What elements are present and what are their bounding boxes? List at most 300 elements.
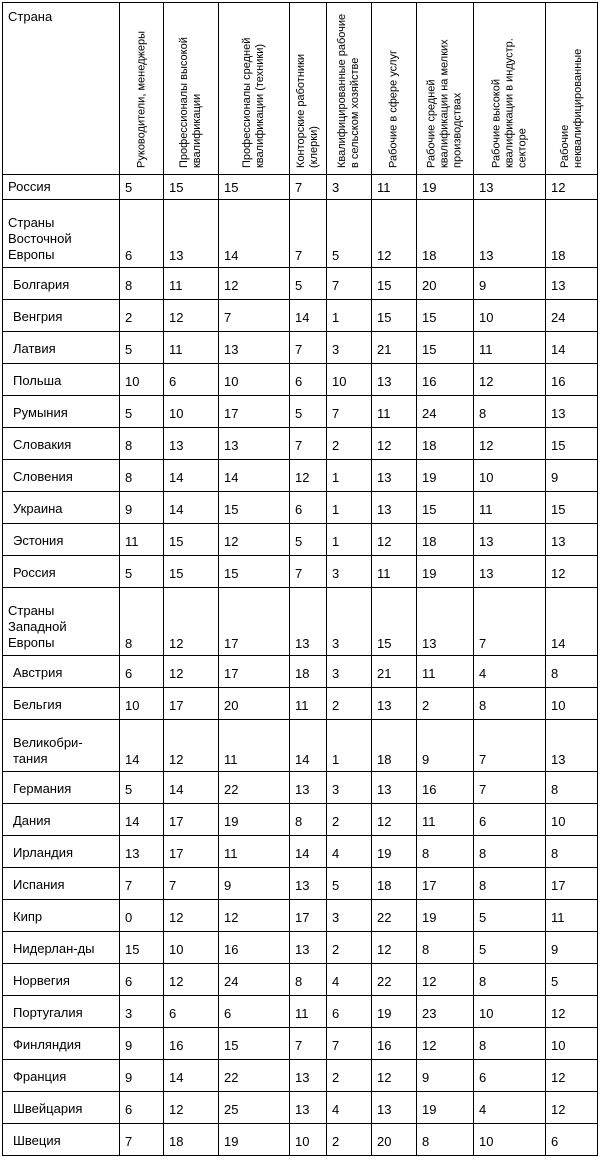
value-cell: 12 [164, 588, 219, 656]
value-cell: 11 [219, 836, 290, 868]
value-cell: 6 [290, 492, 327, 524]
table-row [3, 396, 598, 428]
value-cell: 13 [474, 556, 546, 588]
value-cell: 9 [546, 460, 598, 492]
value-cell: 1 [327, 492, 372, 524]
value-cell: 9 [219, 868, 290, 900]
value-cell: 10 [474, 460, 546, 492]
value-cell: 7 [327, 396, 372, 428]
table-row [3, 175, 598, 200]
country-cell: Польша [3, 364, 120, 396]
value-cell: 19 [219, 804, 290, 836]
country-cell: Франция [3, 1060, 120, 1092]
value-cell: 12 [164, 720, 219, 772]
value-cell: 3 [327, 332, 372, 364]
value-cell: 15 [546, 492, 598, 524]
value-cell: 6 [474, 1060, 546, 1092]
value-cell: 7 [474, 720, 546, 772]
value-cell: 11 [474, 332, 546, 364]
value-cell: 5 [290, 268, 327, 300]
value-cell: 12 [290, 460, 327, 492]
table-row [3, 1028, 598, 1060]
country-cell: Кипр [3, 900, 120, 932]
value-cell: 15 [120, 932, 164, 964]
value-cell: 15 [546, 428, 598, 460]
value-cell: 22 [219, 772, 290, 804]
value-cell: 17 [546, 868, 598, 900]
value-cell: 8 [417, 1124, 474, 1156]
value-cell: 1 [327, 720, 372, 772]
value-cell: 24 [546, 300, 598, 332]
value-cell: 5 [120, 332, 164, 364]
value-cell: 12 [164, 900, 219, 932]
table-row [3, 720, 598, 772]
value-cell: 13 [164, 200, 219, 268]
value-cell: 13 [474, 175, 546, 200]
value-cell: 5 [120, 175, 164, 200]
value-cell: 8 [417, 836, 474, 868]
table-row [3, 492, 598, 524]
value-cell: 15 [417, 300, 474, 332]
value-cell: 22 [219, 1060, 290, 1092]
country-cell: Венгрия [3, 300, 120, 332]
country-cell: Страны Восточной Европы [3, 200, 120, 268]
value-cell: 10 [120, 364, 164, 396]
value-cell: 14 [290, 300, 327, 332]
value-cell: 7 [120, 1124, 164, 1156]
country-cell: Россия [3, 556, 120, 588]
table-row [3, 1092, 598, 1124]
value-cell: 19 [372, 996, 417, 1028]
value-cell: 7 [290, 332, 327, 364]
table-row [3, 524, 598, 556]
value-cell: 12 [372, 804, 417, 836]
value-cell: 11 [290, 688, 327, 720]
column-header: Профессионалы средней квалификации (техники) [219, 3, 290, 175]
value-cell: 12 [372, 524, 417, 556]
value-cell: 3 [327, 556, 372, 588]
value-cell: 15 [417, 332, 474, 364]
value-cell: 17 [219, 588, 290, 656]
country-header: Страна [3, 3, 120, 175]
country-cell: Латвия [3, 332, 120, 364]
value-cell: 5 [546, 964, 598, 996]
value-cell: 9 [546, 932, 598, 964]
country-cell: Испания [3, 868, 120, 900]
header-row [3, 3, 598, 175]
value-cell: 10 [546, 688, 598, 720]
value-cell: 13 [164, 428, 219, 460]
table-row [3, 900, 598, 932]
table-row [3, 656, 598, 688]
country-cell: Румыния [3, 396, 120, 428]
value-cell: 4 [327, 964, 372, 996]
column-header: Профессионалы высокой квалификации [164, 3, 219, 175]
value-cell: 8 [474, 688, 546, 720]
value-cell: 2 [327, 1060, 372, 1092]
value-cell: 10 [474, 996, 546, 1028]
value-cell: 19 [417, 1092, 474, 1124]
value-cell: 5 [474, 900, 546, 932]
value-cell: 9 [417, 720, 474, 772]
value-cell: 12 [164, 1092, 219, 1124]
value-cell: 7 [290, 556, 327, 588]
value-cell: 0 [120, 900, 164, 932]
value-cell: 16 [417, 364, 474, 396]
country-cell: Дания [3, 804, 120, 836]
value-cell: 7 [290, 175, 327, 200]
value-cell: 17 [164, 688, 219, 720]
value-cell: 7 [327, 268, 372, 300]
column-header: Рабочие неквалифицированные [546, 3, 598, 175]
value-cell: 1 [327, 524, 372, 556]
value-cell: 2 [327, 688, 372, 720]
table-row [3, 688, 598, 720]
value-cell: 18 [417, 524, 474, 556]
table-row [3, 300, 598, 332]
value-cell: 10 [164, 396, 219, 428]
value-cell: 10 [546, 1028, 598, 1060]
value-cell: 12 [372, 1060, 417, 1092]
country-cell: Финляндия [3, 1028, 120, 1060]
value-cell: 6 [327, 996, 372, 1028]
value-cell: 14 [120, 804, 164, 836]
value-cell: 13 [417, 588, 474, 656]
column-header: Руководители, менеджеры [120, 3, 164, 175]
country-cell: Словакия [3, 428, 120, 460]
table-row [3, 332, 598, 364]
value-cell: 11 [372, 396, 417, 428]
value-cell: 7 [474, 588, 546, 656]
value-cell: 13 [290, 868, 327, 900]
value-cell: 13 [546, 396, 598, 428]
table-row [3, 772, 598, 804]
value-cell: 22 [372, 900, 417, 932]
value-cell: 13 [290, 1092, 327, 1124]
value-cell: 8 [474, 836, 546, 868]
value-cell: 10 [120, 688, 164, 720]
value-cell: 4 [474, 656, 546, 688]
value-cell: 3 [327, 175, 372, 200]
value-cell: 8 [120, 268, 164, 300]
value-cell: 12 [164, 964, 219, 996]
value-cell: 18 [417, 200, 474, 268]
country-cell: Швейцария [3, 1092, 120, 1124]
country-cell: Нидерлан-ды [3, 932, 120, 964]
value-cell: 18 [546, 200, 598, 268]
value-cell: 5 [474, 932, 546, 964]
country-cell: Австрия [3, 656, 120, 688]
value-cell: 8 [474, 868, 546, 900]
value-cell: 12 [546, 996, 598, 1028]
value-cell: 2 [120, 300, 164, 332]
value-cell: 10 [164, 932, 219, 964]
value-cell: 14 [120, 720, 164, 772]
country-cell: Эстония [3, 524, 120, 556]
value-cell: 15 [164, 556, 219, 588]
value-cell: 2 [327, 804, 372, 836]
table-row [3, 588, 598, 656]
value-cell: 13 [474, 200, 546, 268]
table-row [3, 268, 598, 300]
value-cell: 8 [546, 656, 598, 688]
value-cell: 11 [219, 720, 290, 772]
value-cell: 7 [164, 868, 219, 900]
value-cell: 2 [327, 1124, 372, 1156]
value-cell: 9 [120, 1060, 164, 1092]
value-cell: 13 [372, 772, 417, 804]
value-cell: 8 [417, 932, 474, 964]
value-cell: 13 [546, 720, 598, 772]
column-header: Рабочие средней квалификации на мелких производствах [417, 3, 474, 175]
value-cell: 15 [219, 492, 290, 524]
value-cell: 15 [164, 524, 219, 556]
value-cell: 1 [327, 460, 372, 492]
value-cell: 8 [120, 460, 164, 492]
value-cell: 17 [290, 900, 327, 932]
value-cell: 6 [120, 656, 164, 688]
value-cell: 8 [474, 396, 546, 428]
value-cell: 8 [290, 804, 327, 836]
value-cell: 14 [546, 332, 598, 364]
country-cell: Великобри-тания [3, 720, 120, 772]
value-cell: 6 [164, 364, 219, 396]
country-cell: Ирландия [3, 836, 120, 868]
value-cell: 11 [417, 804, 474, 836]
table-row [3, 428, 598, 460]
value-cell: 7 [290, 200, 327, 268]
value-cell: 12 [219, 268, 290, 300]
value-cell: 2 [327, 932, 372, 964]
value-cell: 9 [120, 1028, 164, 1060]
value-cell: 13 [290, 1060, 327, 1092]
value-cell: 8 [120, 428, 164, 460]
table-row [3, 364, 598, 396]
value-cell: 18 [372, 720, 417, 772]
value-cell: 8 [120, 588, 164, 656]
value-cell: 5 [120, 772, 164, 804]
country-cell: Германия [3, 772, 120, 804]
value-cell: 13 [546, 524, 598, 556]
value-cell: 6 [219, 996, 290, 1028]
country-cell: Норвегия [3, 964, 120, 996]
value-cell: 25 [219, 1092, 290, 1124]
value-cell: 13 [372, 688, 417, 720]
value-cell: 20 [372, 1124, 417, 1156]
value-cell: 7 [120, 868, 164, 900]
value-cell: 9 [474, 268, 546, 300]
column-header: Конторские работники (клерки) [290, 3, 327, 175]
value-cell: 12 [417, 1028, 474, 1060]
value-cell: 13 [372, 460, 417, 492]
value-cell: 13 [120, 836, 164, 868]
value-cell: 17 [164, 836, 219, 868]
value-cell: 19 [372, 836, 417, 868]
value-cell: 3 [327, 656, 372, 688]
value-cell: 15 [164, 175, 219, 200]
value-cell: 10 [546, 804, 598, 836]
value-cell: 4 [474, 1092, 546, 1124]
value-cell: 6 [474, 804, 546, 836]
value-cell: 12 [164, 656, 219, 688]
value-cell: 10 [219, 364, 290, 396]
value-cell: 22 [372, 964, 417, 996]
value-cell: 14 [164, 1060, 219, 1092]
value-cell: 10 [474, 300, 546, 332]
value-cell: 11 [417, 656, 474, 688]
value-cell: 21 [372, 656, 417, 688]
value-cell: 12 [546, 1060, 598, 1092]
value-cell: 17 [219, 396, 290, 428]
value-cell: 14 [164, 492, 219, 524]
value-cell: 11 [164, 268, 219, 300]
table-row [3, 964, 598, 996]
value-cell: 8 [546, 772, 598, 804]
column-header: Квалифицированные рабочие в сельском хозяйстве [327, 3, 372, 175]
value-cell: 19 [219, 1124, 290, 1156]
value-cell: 15 [372, 588, 417, 656]
value-cell: 16 [219, 932, 290, 964]
column-header: Рабочие высокой квалификации в индустр. секторе [474, 3, 546, 175]
value-cell: 13 [290, 588, 327, 656]
table-row [3, 556, 598, 588]
value-cell: 18 [372, 868, 417, 900]
value-cell: 19 [417, 556, 474, 588]
value-cell: 11 [120, 524, 164, 556]
value-cell: 12 [546, 1092, 598, 1124]
country-cell: Швеция [3, 1124, 120, 1156]
value-cell: 19 [417, 900, 474, 932]
value-cell: 5 [290, 524, 327, 556]
value-cell: 12 [372, 932, 417, 964]
value-cell: 4 [327, 1092, 372, 1124]
value-cell: 18 [290, 656, 327, 688]
value-cell: 14 [219, 200, 290, 268]
value-cell: 15 [372, 268, 417, 300]
value-cell: 24 [417, 396, 474, 428]
value-cell: 12 [164, 300, 219, 332]
value-cell: 21 [372, 332, 417, 364]
value-cell: 2 [417, 688, 474, 720]
value-cell: 6 [546, 1124, 598, 1156]
value-cell: 4 [327, 836, 372, 868]
value-cell: 5 [120, 396, 164, 428]
value-cell: 15 [219, 556, 290, 588]
value-cell: 16 [546, 364, 598, 396]
value-cell: 8 [290, 964, 327, 996]
value-cell: 3 [327, 900, 372, 932]
value-cell: 6 [120, 200, 164, 268]
value-cell: 3 [327, 772, 372, 804]
value-cell: 12 [417, 964, 474, 996]
value-cell: 10 [290, 1124, 327, 1156]
value-cell: 6 [120, 964, 164, 996]
value-cell: 7 [474, 772, 546, 804]
value-cell: 1 [327, 300, 372, 332]
value-cell: 7 [219, 300, 290, 332]
value-cell: 10 [474, 1124, 546, 1156]
value-cell: 15 [219, 175, 290, 200]
value-cell: 14 [164, 772, 219, 804]
value-cell: 14 [290, 836, 327, 868]
value-cell: 11 [372, 556, 417, 588]
value-cell: 15 [417, 492, 474, 524]
value-cell: 17 [417, 868, 474, 900]
value-cell: 7 [290, 428, 327, 460]
value-cell: 12 [219, 524, 290, 556]
column-header: Рабочие в сфере услуг [372, 3, 417, 175]
value-cell: 13 [290, 932, 327, 964]
value-cell: 3 [120, 996, 164, 1028]
value-cell: 9 [120, 492, 164, 524]
table-row [3, 1060, 598, 1092]
value-cell: 19 [417, 460, 474, 492]
value-cell: 12 [474, 364, 546, 396]
value-cell: 14 [219, 460, 290, 492]
table-row [3, 200, 598, 268]
value-cell: 13 [372, 1092, 417, 1124]
value-cell: 17 [164, 804, 219, 836]
country-cell: Россия [3, 175, 120, 200]
value-cell: 6 [164, 996, 219, 1028]
value-cell: 14 [290, 720, 327, 772]
value-cell: 20 [219, 688, 290, 720]
table-row [3, 804, 598, 836]
value-cell: 13 [372, 364, 417, 396]
value-cell: 12 [219, 900, 290, 932]
value-cell: 16 [164, 1028, 219, 1060]
value-cell: 13 [372, 492, 417, 524]
value-cell: 12 [474, 428, 546, 460]
value-cell: 11 [290, 996, 327, 1028]
value-cell: 18 [164, 1124, 219, 1156]
value-cell: 10 [327, 364, 372, 396]
value-cell: 17 [219, 656, 290, 688]
value-cell: 12 [546, 556, 598, 588]
value-cell: 13 [290, 772, 327, 804]
value-cell: 16 [417, 772, 474, 804]
table-row [3, 996, 598, 1028]
country-cell: Бельгия [3, 688, 120, 720]
table-row [3, 1124, 598, 1156]
value-cell: 7 [327, 1028, 372, 1060]
value-cell: 14 [164, 460, 219, 492]
value-cell: 23 [417, 996, 474, 1028]
value-cell: 13 [219, 428, 290, 460]
value-cell: 5 [120, 556, 164, 588]
value-cell: 11 [546, 900, 598, 932]
value-cell: 24 [219, 964, 290, 996]
value-cell: 19 [417, 175, 474, 200]
country-cell: Страны Западной Европы [3, 588, 120, 656]
value-cell: 16 [372, 1028, 417, 1060]
value-cell: 12 [546, 175, 598, 200]
value-cell: 3 [327, 588, 372, 656]
value-cell: 13 [474, 524, 546, 556]
table-row [3, 932, 598, 964]
value-cell: 5 [290, 396, 327, 428]
value-cell: 5 [327, 868, 372, 900]
country-cell: Словения [3, 460, 120, 492]
value-cell: 8 [546, 836, 598, 868]
country-cell: Болгария [3, 268, 120, 300]
value-cell: 8 [474, 964, 546, 996]
value-cell: 7 [290, 1028, 327, 1060]
country-cell: Украина [3, 492, 120, 524]
value-cell: 8 [474, 1028, 546, 1060]
value-cell: 20 [417, 268, 474, 300]
value-cell: 5 [327, 200, 372, 268]
